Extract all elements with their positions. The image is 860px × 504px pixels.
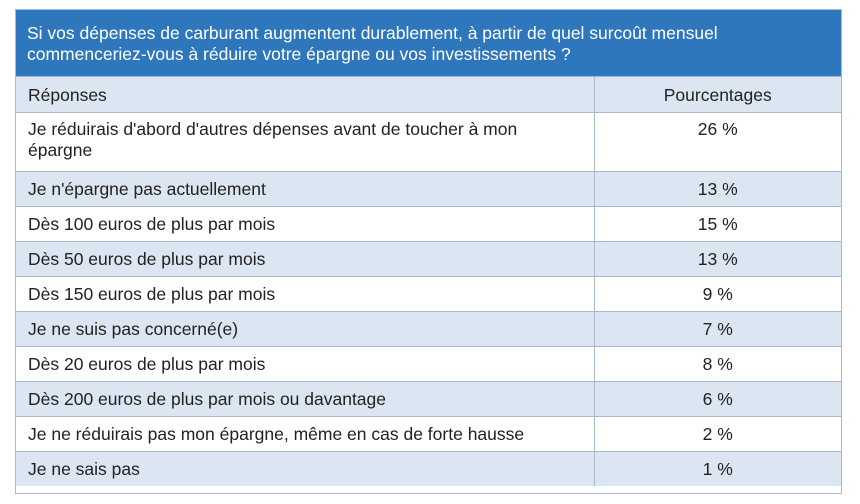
- percent-cell: 1 %: [594, 451, 841, 486]
- table-row: [16, 112, 841, 171]
- answer-cell: Dès 100 euros de plus par mois: [16, 206, 594, 241]
- column-header-percentages: Pourcentages: [594, 77, 841, 112]
- table-row: [16, 241, 841, 276]
- percent-cell: 15 %: [594, 206, 841, 241]
- answer-cell: Je ne suis pas concerné(e): [16, 311, 594, 346]
- survey-question-title: Si vos dépenses de carburant augmentent durablement, à partir de quel surcoût mensuel commenceriez-vous à réduire votre épargne ou vos investissements ?: [16, 10, 841, 77]
- answer-cell: Je ne réduirais pas mon épargne, même en cas de forte hausse: [16, 416, 594, 451]
- table-row: [16, 346, 841, 381]
- table-row: [16, 416, 841, 451]
- table-row: [16, 206, 841, 241]
- answer-cell: Je ne sais pas: [16, 451, 594, 486]
- percent-cell: 9 %: [594, 276, 841, 311]
- answer-cell: Dès 150 euros de plus par mois: [16, 276, 594, 311]
- percent-cell: 6 %: [594, 381, 841, 416]
- percent-cell: 2 %: [594, 416, 841, 451]
- percent-cell: 7 %: [594, 311, 841, 346]
- percent-cell: 26 %: [594, 112, 841, 171]
- percent-cell: 13 %: [594, 171, 841, 206]
- table-row: [16, 451, 841, 486]
- table-row: [16, 311, 841, 346]
- answer-cell: Je n'épargne pas actuellement: [16, 171, 594, 206]
- percent-cell: 8 %: [594, 346, 841, 381]
- percent-cell: 13 %: [594, 241, 841, 276]
- table-row: [16, 381, 841, 416]
- answer-cell: Dès 200 euros de plus par mois ou davantage: [16, 381, 594, 416]
- answer-cell: Dès 50 euros de plus par mois: [16, 241, 594, 276]
- table-row: [16, 171, 841, 206]
- survey-table-container: [15, 9, 842, 494]
- answer-cell: Je réduirais d'abord d'autres dépenses avant de toucher à mon épargne: [16, 112, 594, 171]
- table-row: [16, 276, 841, 311]
- table-header-row: [16, 77, 841, 112]
- answer-cell: Dès 20 euros de plus par mois: [16, 346, 594, 381]
- survey-results-table: [16, 77, 841, 486]
- column-header-answers: Réponses: [16, 77, 594, 112]
